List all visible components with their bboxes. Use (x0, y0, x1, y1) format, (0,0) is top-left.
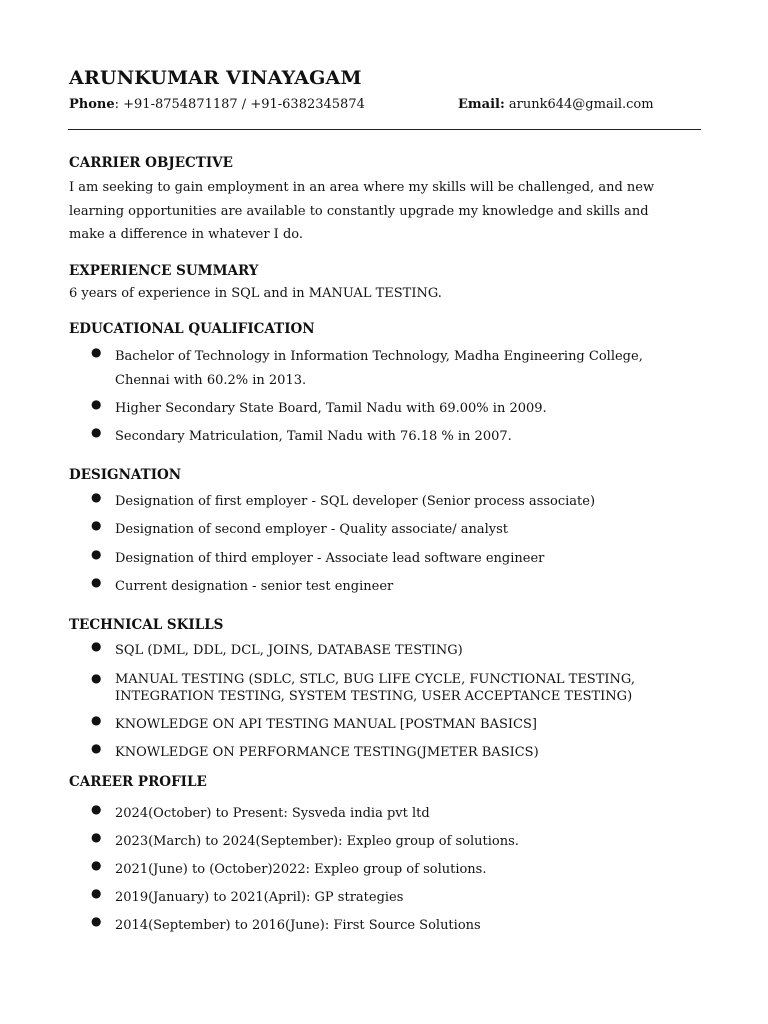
designation-item-text: Current designation - senior test engineer (115, 579, 394, 594)
bullet-icon: ● (91, 397, 102, 411)
skills-item-text: KNOWLEDGE ON PERFORMANCE TESTING(JMETER BASICS) (115, 745, 539, 760)
email-value: arunk644@gmail.com (504, 97, 654, 112)
phone-label: Phone (69, 97, 115, 112)
email-line (458, 97, 654, 112)
designation-item-text: Designation of third employer - Associate lead software engineer (115, 551, 545, 566)
education-heading: EDUCATIONAL QUALIFICATION (69, 321, 315, 337)
education-item-text: Secondary Matriculation, Tamil Nadu with 76.18 % in 2007. (115, 429, 512, 444)
education-item-text: Bachelor of Technology in Information Technology, Madha Engineering College, Chennai with 60.2% in 2013. (115, 349, 643, 388)
email-label: Email: (458, 97, 505, 112)
designation-item-text: Designation of second employer - Quality associate/ analyst (115, 522, 509, 537)
bullet-icon: ● (91, 639, 102, 653)
career-item-text: 2019(January) to 2021(April): GP strategies (115, 890, 404, 905)
candidate-name: ARUNKUMAR VINAYAGAM (69, 67, 362, 89)
career-item-text: 2024(October) to Present: Sysveda india pvt ltd (115, 806, 430, 821)
skills-item-text: KNOWLEDGE ON API TESTING MANUAL [POSTMAN BASICS] (115, 717, 537, 732)
career-item-text: 2014(September) to 2016(June): First Source Solutions (115, 918, 481, 933)
experience-text: 6 years of experience in SQL and in MANUAL TESTING. (69, 286, 442, 301)
bullet-icon: ● (91, 671, 102, 685)
career-item-text: 2023(March) to 2024(September): Expleo group of solutions. (115, 834, 519, 849)
bullet-icon: ● (91, 425, 102, 439)
skills-item-text: SQL (DML, DDL, DCL, JOINS, DATABASE TESTING) (115, 643, 463, 658)
career-item-text: 2021(June) to (October)2022: Expleo group of solutions. (115, 862, 487, 877)
bullet-icon: ● (91, 858, 102, 872)
bullet-icon: ● (91, 713, 102, 727)
career-heading: CAREER PROFILE (69, 774, 207, 790)
education-item-text: Higher Secondary State Board, Tamil Nadu with 69.00% in 2009. (115, 401, 547, 416)
designation-heading: DESIGNATION (69, 467, 182, 483)
bullet-icon: ● (91, 575, 102, 589)
phone-line (69, 97, 365, 112)
bullet-icon: ● (91, 914, 102, 928)
bullet-icon: ● (91, 547, 102, 561)
bullet-icon: ● (91, 518, 102, 532)
bullet-icon: ● (91, 802, 102, 816)
experience-heading: EXPERIENCE SUMMARY (69, 263, 259, 279)
bullet-icon: ● (91, 886, 102, 900)
objective-text: I am seeking to gain employment in an area where my skills will be challenged, and new learning opportunities are available to constantly upgrade my knowledge and skills and make a difference in whatever I do. (69, 180, 655, 242)
skills-item-text: MANUAL TESTING (SDLC, STLC, BUG LIFE CYCLE, FUNCTIONAL TESTING, INTEGRATION TESTING, SYSTEM TESTING, USER ACCEPTANCE TESTING) (115, 672, 635, 704)
bullet-icon: ● (91, 345, 102, 359)
bullet-icon: ● (91, 830, 102, 844)
phone-value: : +91-8754871187 / +91-6382345874 (114, 97, 365, 112)
objective-heading: CARRIER OBJECTIVE (69, 155, 233, 171)
skills-heading: TECHNICAL SKILLS (69, 617, 224, 633)
header-divider (68, 129, 701, 130)
bullet-icon: ● (91, 490, 102, 504)
bullet-icon: ● (91, 741, 102, 755)
designation-item-text: Designation of first employer - SQL developer (Senior process associate) (115, 494, 596, 509)
